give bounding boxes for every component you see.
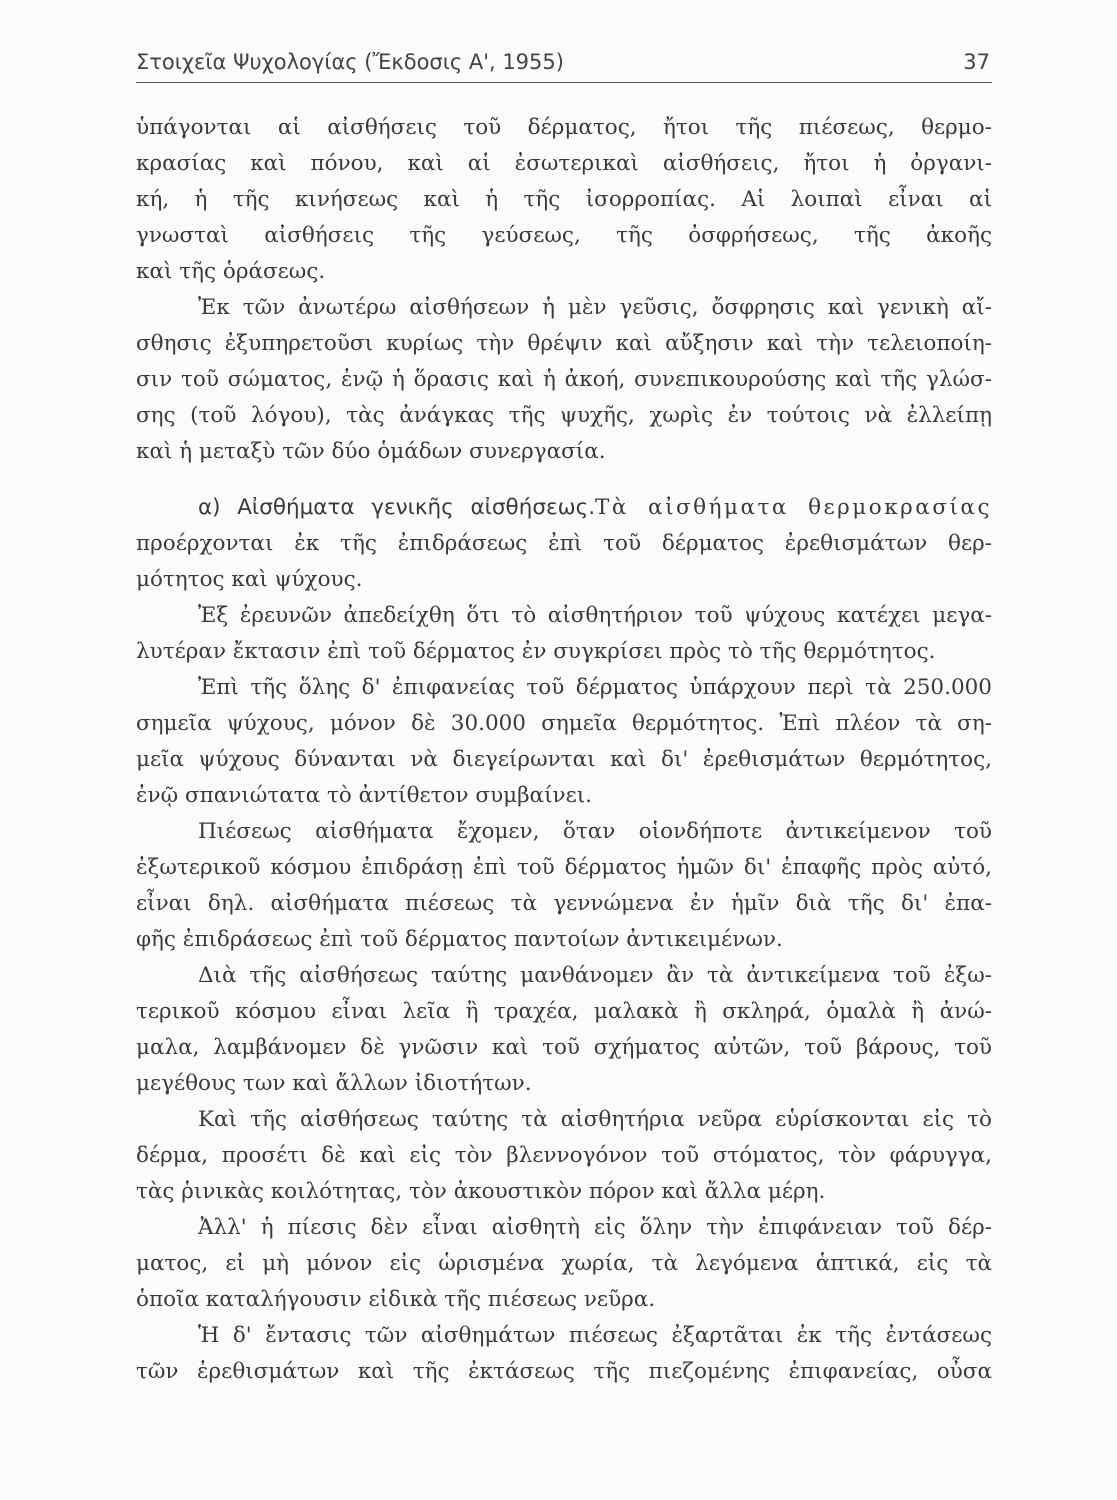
book-title: Στοιχεῖα Ψυχολογίας (Ἔκδοσις Α', 1955) [136, 50, 564, 74]
text-line: δέρμα, προσέτι δὲ καὶ εἰς τὸν βλεννογόνον τοῦ στόματος, τὸν φάρυγγα, [136, 1143, 992, 1168]
text-line: ματος, εἰ μὴ μόνον εἰς ὡρισμένα χωρία, τὰ λεγόμενα ἁπτικά, εἰς τὰ [136, 1251, 992, 1276]
page-number: 37 [963, 50, 990, 74]
text-line: μαλα, λαμβάνομεν δὲ γνῶσιν καὶ τοῦ σχήματος αὐτῶν, τοῦ βάρους, τοῦ [136, 1035, 992, 1060]
paragraph [136, 110, 992, 290]
text-line: σθησις ἐξυπηρετοῦσι κυρίως τὴν θρέψιν καὶ αὔξησιν καὶ τὴν τελειοποίη- [136, 331, 992, 356]
text-line: κρασίας καὶ πόνου, καὶ αἱ ἐσωτερικαὶ αἰσθήσεις, ἤτοι ἡ ὀργανι- [136, 151, 992, 176]
text-line: προέρχονται ἐκ τῆς ἐπιδράσεως ἐπὶ τοῦ δέρματος ἐρεθισμάτων θερ- [136, 531, 992, 556]
paragraph [136, 1102, 992, 1210]
text-line: σης (τοῦ λόγου), τὰς ἀνάγκας τῆς ψυχῆς, χωρὶς ἐν τούτοις νὰ ἐλλείπῃ [136, 403, 992, 428]
section-gap [136, 470, 992, 490]
paragraph [136, 814, 992, 958]
paragraph [136, 1210, 992, 1318]
section-heading: α) Αἰσθήματα γενικῆς αἰσθήσεως. [198, 495, 596, 520]
text-line: καὶ τῆς ὁράσεως. [136, 259, 326, 284]
paragraph [136, 290, 992, 470]
text-line: μεῖα ψύχους δύνανται νὰ διεγείρωνται καὶ δι' ἐρεθισμάτων θερμότητος, [136, 747, 992, 772]
text-line: φῆς ἐπιδράσεως ἐπὶ τοῦ δέρματος παντοίων ἀντικειμένων. [136, 927, 783, 952]
text-line: ὁποῖα καταλήγουσιν εἰδικὰ τῆς πιέσεως νεῦρα. [136, 1287, 656, 1312]
paragraph [136, 1318, 992, 1390]
text-line: Ἐπὶ τῆς ὅλης δ' ἐπιφανείας τοῦ δέρματος ὑπάρχουν περὶ τὰ 250.000 [198, 675, 992, 700]
text-line: Ἐξ ἐρευνῶν ἀπεδείχθη ὅτι τὸ αἰσθητήριον τοῦ ψύχους κατέχει μεγα- [198, 603, 992, 628]
text-line: Διὰ τῆς αἰσθήσεως ταύτης μανθάνομεν ἂν τὰ ἀντικείμενα τοῦ ἐξω- [198, 963, 992, 988]
text-line [136, 490, 992, 526]
text-line: Πιέσεως αἰσθήματα ἔχομεν, ὅταν οἱονδήποτε ἀντικείμενον τοῦ [198, 819, 992, 844]
text-line: εἶναι δηλ. αἰσθήματα πιέσεως τὰ γεννώμενα ἐν ἡμῖν διὰ τῆς δι' ἐπα- [136, 891, 992, 916]
paragraph [136, 598, 992, 670]
paragraph [136, 670, 992, 814]
text-line: μεγέθους των καὶ ἄλλων ἰδιοτήτων. [136, 1071, 532, 1096]
text-line: σημεῖα ψύχους, μόνον δὲ 30.000 σημεῖα θερμότητος. Ἐπὶ πλέον τὰ ση- [136, 711, 992, 736]
text-run: Τὰ αἰσθήματα θερμοκρασίας [595, 495, 992, 520]
text-line: Καὶ τῆς αἰσθήσεως ταύτης τὰ αἰσθητήρια νεῦρα εὑρίσκονται εἰς τὸ [198, 1107, 992, 1132]
paragraph [136, 958, 992, 1102]
text-line: τερικοῦ κόσμου εἶναι λεῖα ἢ τραχέα, μαλακὰ ἢ σκληρά, ὁμαλὰ ἢ ἀνώ- [136, 999, 992, 1024]
text-line: ἐξωτερικοῦ κόσμου ἐπιδράσῃ ἐπὶ τοῦ δέρματος ἡμῶν δι' ἐπαφῆς πρὸς αὐτό, [136, 855, 992, 880]
text-line: καὶ ἡ μεταξὺ τῶν δύο ὁμάδων συνεργασία. [136, 439, 606, 464]
text-line: ὑπάγονται αἱ αἰσθήσεις τοῦ δέρματος, ἤτοι τῆς πιέσεως, θερμο- [136, 115, 992, 140]
text-line: τὰς ῥινικὰς κοιλότητας, τὸν ἀκουστικὸν πόρον καὶ ἄλλα μέρη. [136, 1179, 826, 1204]
page-body [136, 110, 992, 1390]
text-line: ἐνῷ σπανιώτατα τὸ ἀντίθετον συμβαίνει. [136, 783, 592, 808]
text-line: γνωσταὶ αἰσθήσεις τῆς γεύσεως, τῆς ὀσφρήσεως, τῆς ἀκοῆς [136, 223, 992, 248]
text-line: μότητος καὶ ψύχους. [136, 567, 363, 592]
text-line: σιν τοῦ σώματος, ἐνῷ ἡ ὅρασις καὶ ἡ ἀκοή, συνεπικουρούσης καὶ τῆς γλώσ- [136, 367, 992, 392]
running-header [136, 42, 992, 83]
text-line: τῶν ἐρεθισμάτων καὶ τῆς ἐκτάσεως τῆς πιεζομένης ἐπιφανείας, οὖσα [136, 1359, 992, 1384]
text-line: Ἡ δ' ἔντασις τῶν αἰσθημάτων πιέσεως ἐξαρτᾶται ἐκ τῆς ἐντάσεως [198, 1323, 992, 1348]
text-line: Ἀλλ' ἡ πίεσις δὲν εἶναι αἰσθητὴ εἰς ὅλην τὴν ἐπιφάνειαν τοῦ δέρ- [198, 1215, 992, 1240]
text-line: λυτέραν ἔκτασιν ἐπὶ τοῦ δέρματος ἐν συγκρίσει πρὸς τὸ τῆς θερμότητος. [136, 639, 936, 664]
section-paragraph [136, 490, 992, 598]
text-line: Ἐκ τῶν ἀνωτέρω αἰσθήσεων ἡ μὲν γεῦσις, ὄσφρησις καὶ γενικὴ αἴ- [198, 295, 992, 320]
text-line: κή, ἡ τῆς κινήσεως καὶ ἡ τῆς ἰσορροπίας. Αἱ λοιπαὶ εἶναι αἱ [136, 187, 992, 212]
